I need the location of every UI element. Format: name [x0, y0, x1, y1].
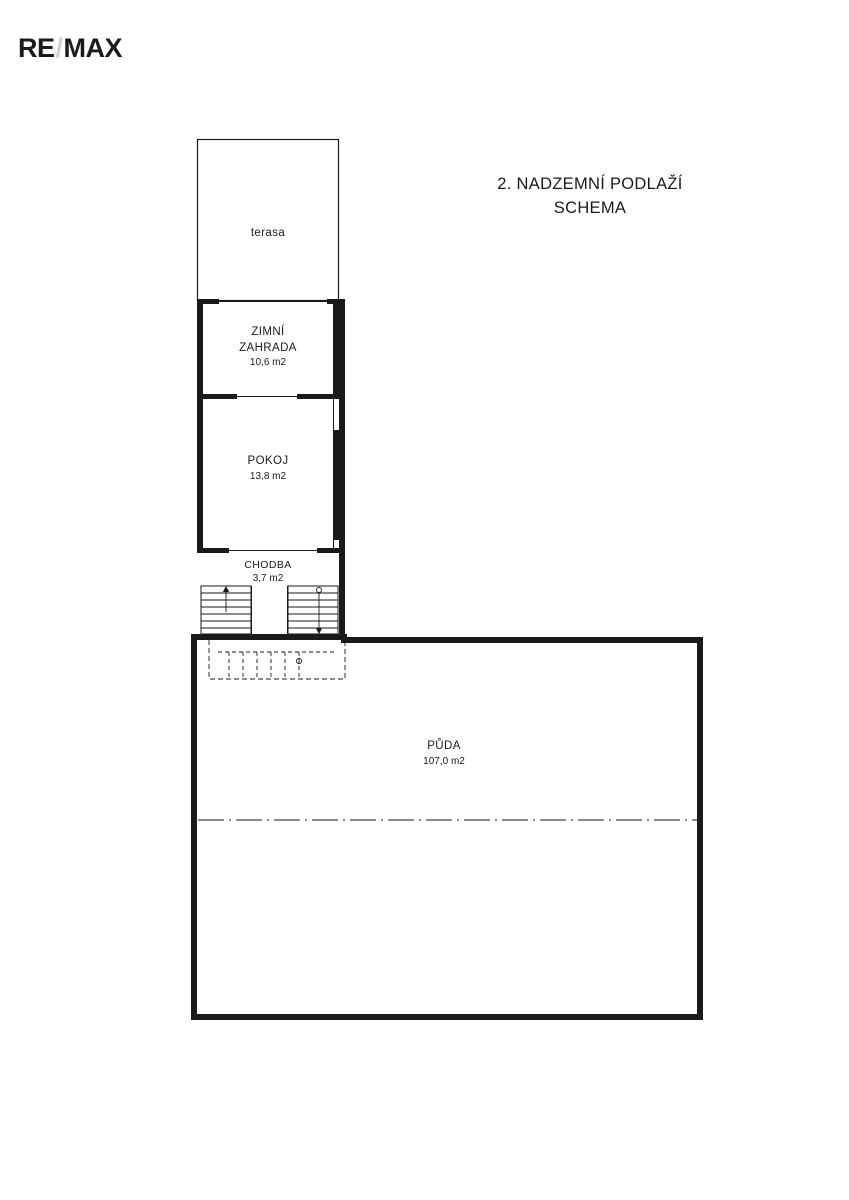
stair-arrow-down-head — [316, 628, 322, 634]
room-area-puda: 107,0 m2 — [423, 755, 465, 767]
room-label-zimni-zahrada — [197, 325, 339, 370]
room-name-zahrada: ZAHRADA — [239, 341, 297, 354]
room-name-chodba: CHODBA — [244, 559, 292, 571]
wall-top-zimni-a — [197, 299, 219, 304]
plan-title-line-1: 2. NADZEMNÍ PODLAŽÍ — [497, 175, 683, 193]
wall-right-outer — [339, 299, 345, 639]
wall-pokoj-chodba-a — [197, 548, 229, 553]
room-name-puda: PŮDA — [427, 740, 461, 752]
wall-top-zimni-b — [327, 299, 345, 304]
wall-pokoj-chodba-b — [317, 548, 339, 553]
stair-pivot-upper — [317, 588, 322, 593]
room-name-terasa: terasa — [250, 227, 286, 239]
wall-right-pokoj — [333, 430, 339, 540]
logo-slash: / — [55, 33, 63, 63]
logo-text-re: RE — [18, 33, 55, 63]
room-label-terasa — [197, 226, 339, 242]
terasa-outline — [198, 140, 339, 301]
room-label-pokoj — [197, 454, 339, 483]
logo-text-max: MAX — [63, 33, 123, 63]
room-name-zimni: ZIMNÍ — [251, 326, 285, 338]
plan-title-line-2: SCHEMA — [553, 198, 627, 217]
room-area-zimni-zahrada: 10,6 m2 — [249, 357, 287, 369]
room-name-pokoj: POKOJ — [247, 455, 289, 467]
room-area-chodba: 3,7 m2 — [252, 573, 284, 585]
room-label-chodba — [197, 558, 339, 586]
wall-zimni-pokoj-a — [197, 394, 237, 399]
stair-arrow-up-head — [223, 586, 229, 592]
room-area-pokoj: 13,8 m2 — [249, 470, 287, 482]
room-label-puda — [374, 739, 514, 768]
puda-outline — [194, 637, 700, 1017]
wall-zimni-pokoj-b — [297, 394, 339, 399]
